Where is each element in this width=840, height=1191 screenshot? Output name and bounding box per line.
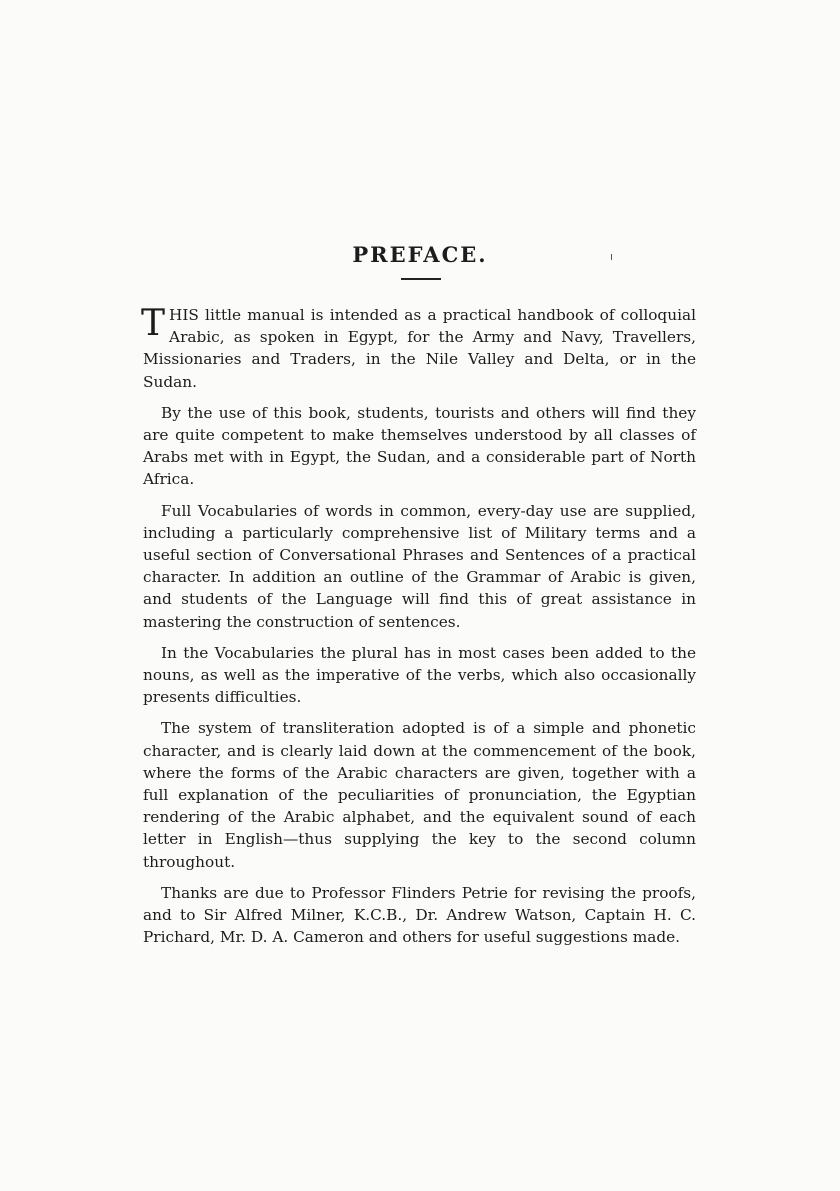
print-mark: [611, 254, 612, 260]
paragraph-6: Thanks are due to Professor Flinders Petrie for revising the proofs, and to Sir Alfred Milner, K.C.B., Dr. Andrew Watson, Captain H. C. Prichard, Mr. D. A. Cameron and others for useful suggestions made.: [143, 883, 696, 947]
paragraph-2: By the use of this book, students, tourists and others will find they are quite competent to make themselves understood by all classes of Arabs met with in Egypt, the Sudan, and a considerable part of North Africa.: [143, 403, 696, 489]
paragraph-5: The system of transliteration adopted is of a simple and phonetic character, and is clearly laid down at the commencement of the book, where the forms of the Arabic characters are given, together with a full explanation of the peculiarities of pronunciation, the Egyptian rendering of the Arabic alphabet, and the equivalent sound of each letter in English—thus supplying the key to the second column throughout.: [143, 719, 696, 871]
paragraph-1-text: HIS little manual is intended as a practical handbook of colloquial Arabic, as spoken in Egypt, for the Army and Navy, Travellers, Missionaries and Traders, in the Nile Valley and Delta, or in the Sudan.: [143, 306, 696, 391]
title-divider: [401, 278, 441, 280]
paragraph-3: Full Vocabularies of words in common, every-day use are supplied, including a particularly comprehensive list of Military terms and a useful section of Conversational Phrases and Sentences of a practical character. In addition an outline of the Grammar of Arabic is given, and students of the Language will find this of great assistance in mastering the construction of sentences.: [143, 501, 696, 631]
page-title: PREFACE.: [352, 242, 488, 267]
preface-body: [143, 304, 696, 957]
paragraph-4: In the Vocabularies the plural has in most cases been added to the nouns, as well as the imperative of the verbs, which also occasionally presents difficulties.: [143, 643, 696, 707]
paragraph-1: [143, 304, 696, 393]
drop-cap: T: [141, 303, 166, 344]
